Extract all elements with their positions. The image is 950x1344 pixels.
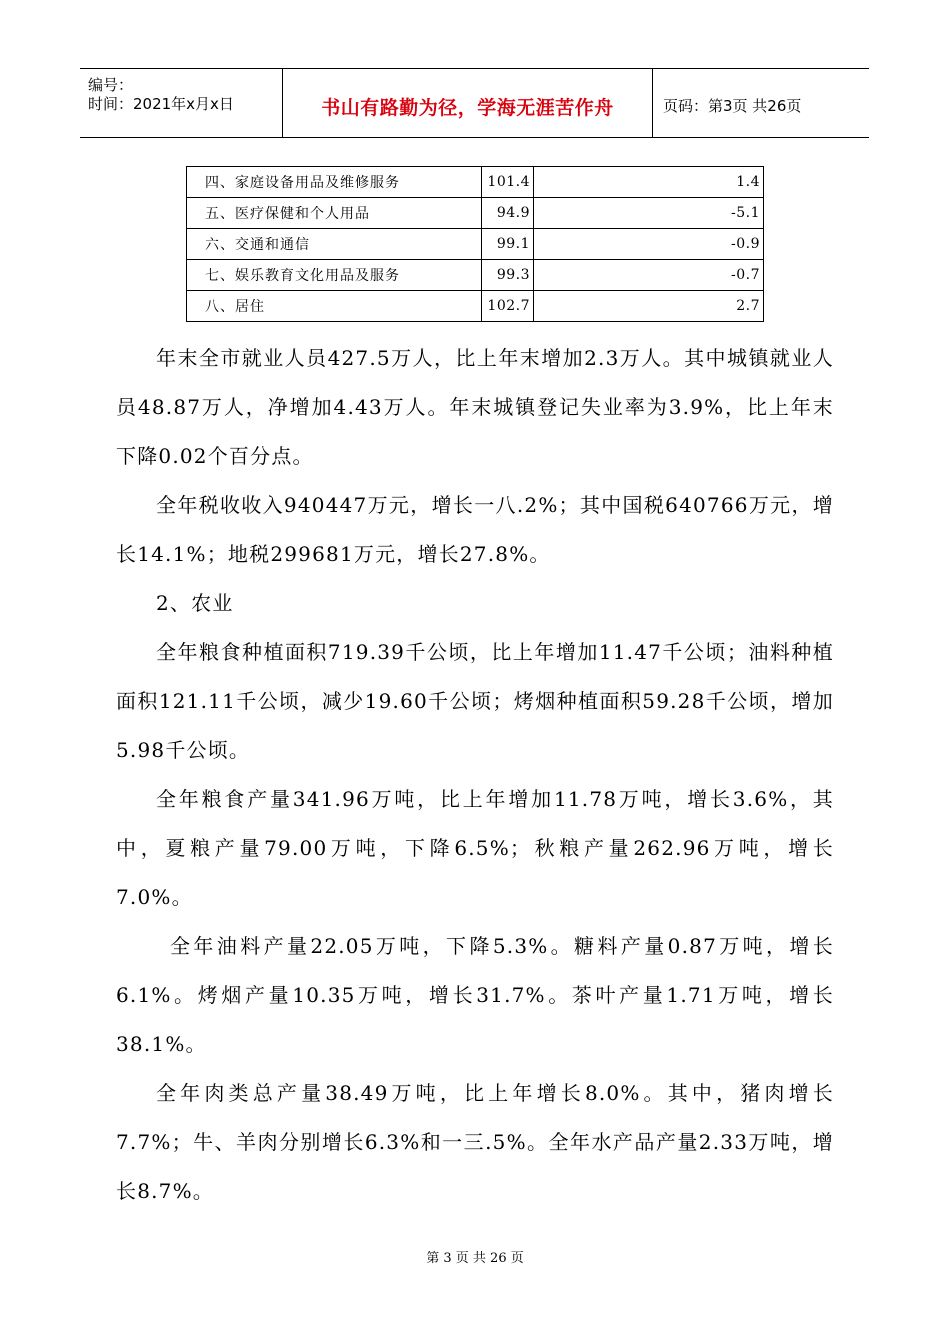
table-cell-item: 八、居住 xyxy=(187,291,482,322)
page-header xyxy=(80,68,869,138)
table-row xyxy=(187,291,764,322)
table-cell-change: 1.4 xyxy=(534,167,764,198)
table-cell-index: 94.9 xyxy=(482,198,534,229)
table-cell-item: 七、娱乐教育文化用品及服务 xyxy=(187,260,482,291)
header-page-info: 页码：第3页 共26页 xyxy=(663,97,802,115)
price-index-table xyxy=(186,166,764,322)
header-page-cell xyxy=(653,69,869,137)
table-cell-change: -0.7 xyxy=(534,260,764,291)
table-cell-change: 2.7 xyxy=(534,291,764,322)
table-cell-item: 六、交通和通信 xyxy=(187,229,482,260)
table-cell-change: -0.9 xyxy=(534,229,764,260)
table-cell-index: 99.3 xyxy=(482,260,534,291)
paragraph-meat-output: 全年肉类总产量38.49万吨，比上年增长8.0%。其中，猪肉增长7.7%；牛、羊肉分别增长6.3%和一三.5%。全年水产品产量2.33万吨，增长8.7%。 xyxy=(116,1081,834,1203)
table-cell-item: 四、家庭设备用品及维修服务 xyxy=(187,167,482,198)
header-motto: 书山有路勤为径，学海无涯苦作舟 xyxy=(321,97,614,119)
document-number-label: 编号： xyxy=(88,76,134,94)
table-cell-index: 99.1 xyxy=(482,229,534,260)
table-cell-index: 102.7 xyxy=(482,291,534,322)
table-row xyxy=(187,198,764,229)
table-cell-change: -5.1 xyxy=(534,198,764,229)
paragraph-employment: 年末全市就业人员427.5万人，比上年末增加2.3万人。其中城镇就业人员48.87万人，净增加4.43万人。年末城镇登记失业率为3.9%，比上年末下降0.02个百分点。 xyxy=(116,346,834,468)
table-row xyxy=(187,167,764,198)
paragraph-tax: 全年税收收入940447万元，增长一八.2%；其中国税640766万元，增长14.1%；地税299681万元，增长27.8%。 xyxy=(116,493,834,566)
document-body xyxy=(116,334,834,1216)
paragraph-oil-crops: 全年油料产量22.05万吨，下降5.3%。糖料产量0.87万吨，增长6.1%。烤烟产量10.35万吨，增长31.7%。茶叶产量1.71万吨，增长38.1%。 xyxy=(116,934,834,1056)
section-heading-agriculture: 2、农业 xyxy=(156,591,234,615)
paragraph-grain-output: 全年粮食产量341.96万吨，比上年增加11.78万吨，增长3.6%，其中，夏粮产量79.00万吨，下降6.5%；秋粮产量262.96万吨，增长7.0%。 xyxy=(116,787,834,909)
table-cell-item: 五、医疗保健和个人用品 xyxy=(187,198,482,229)
header-meta xyxy=(80,69,283,137)
page-footer: 第 3 页 共 26 页 xyxy=(426,1251,524,1266)
table-row xyxy=(187,260,764,291)
table-row xyxy=(187,229,764,260)
paragraph-planting-area: 全年粮食种植面积719.39千公顷，比上年增加11.47千公顷；油料种植面积121.11千公顷，减少19.60千公顷；烤烟种植面积59.28千公顷，增加5.98千公顷。 xyxy=(116,640,834,762)
document-time-label: 时间：2021年x月x日 xyxy=(88,95,234,113)
table-cell-index: 101.4 xyxy=(482,167,534,198)
header-motto-cell xyxy=(283,69,653,137)
